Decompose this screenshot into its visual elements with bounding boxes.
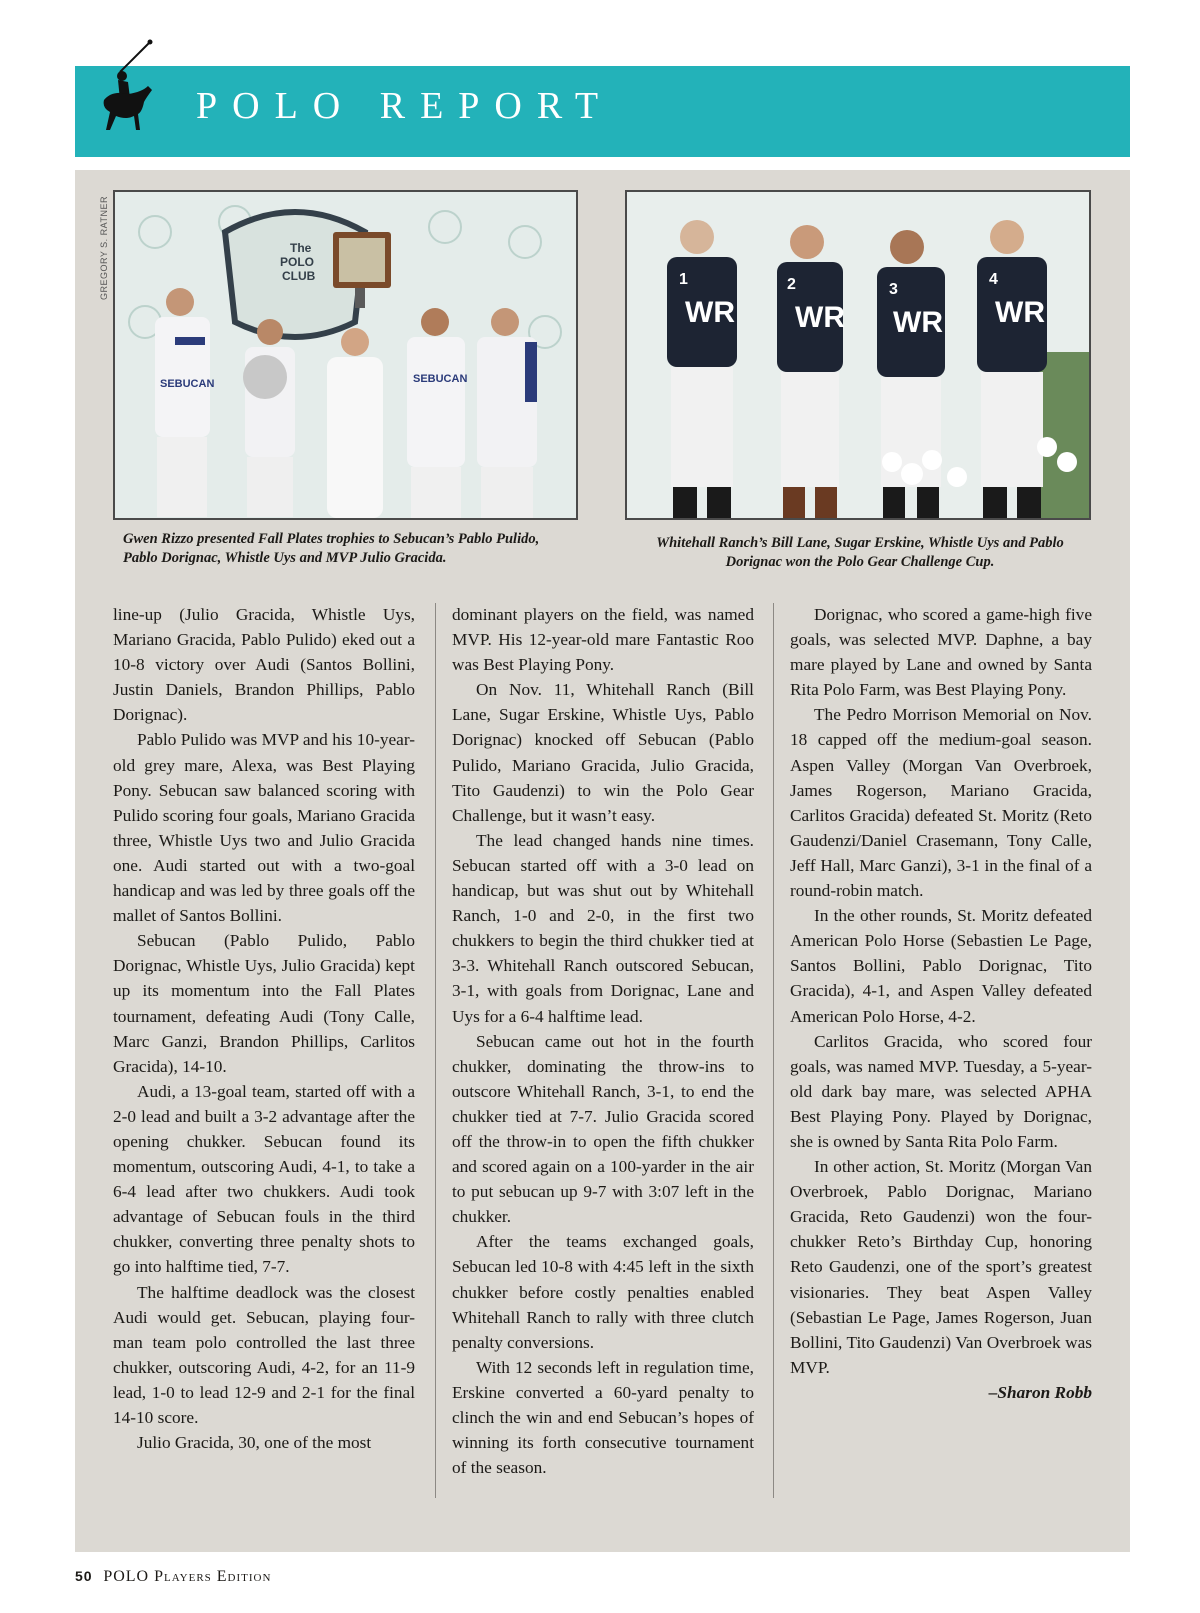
jersey-number: 3: [889, 281, 898, 298]
player-figure: [243, 319, 295, 517]
player-figure: [667, 220, 737, 518]
article-paragraph: In the other rounds, St. Moritz defeated American Polo Horse (Sebastien Le Page, Santos Bollini, Pablo Dorignac, Tito Gracida), 4-1, and Aspen Valley defeated American Polo Horse, 4-2.: [790, 906, 1092, 1026]
article-paragraph: With 12 seconds left in regulation time, Erskine converted a 60-yard penalty to clinch the win and end Sebucan’s hopes of winning its forth consecutive tournament of the season.: [452, 1357, 754, 1478]
jersey-number: 1: [679, 271, 688, 288]
article-paragraph: Carlitos Gracida, who scored four goals, was named MVP. Tuesday, a 5-year-old dark bay mare, was selected APHA Best Playing Pony. Played by Dorignac, she is owned by Santa Rita Polo Farm.: [790, 1031, 1092, 1151]
whitehall-team-photo: [627, 192, 1089, 518]
backdrop-text-3: CLUB: [282, 269, 316, 283]
jersey-text: WR: [893, 306, 943, 339]
article-column-1: [113, 602, 415, 1455]
jersey-text: SEBUCAN: [413, 373, 468, 385]
photo-caption: Whitehall Ranch’s Bill Lane, Sugar Erskine, Whistle Uys and Pablo Dorignac won the Polo Gear Challenge Cup.: [656, 535, 1064, 570]
article-paragraph: In other action, St. Moritz (Morgan Van Overbroek, Pablo Dorignac, Mariano Gracida, Reto Gaudenzi) won the four-chukker Reto’s Birthday Cup, honoring Reto Gaudenzi, one of the sport’s greatest visionaries. They beat Aspen Valley (Sebastian Le Page, James Rogerson, Juan Bollini, Tito Gaudenzi) Van Overbroek was MVP.: [790, 1157, 1092, 1377]
article-paragraph: Dorignac, who scored a game-high five goals, was selected MVP. Daphne, a bay mare played by Lane and owned by Santa Rita Polo Farm, was Best Playing Pony.: [790, 605, 1092, 700]
article-paragraph: Sebucan came out hot in the fourth chukker, dominating the throw-ins to outscore Whitehall Ranch, 3-1, to end the chukker tied at 7-7. Julio Gracida scored off the throw-in to open the fifth chukker and scored again on a 100-yarder in the air to put sebucan up 9-7 with 3:07 left in the chukker.: [452, 1031, 754, 1227]
article-paragraph: Sebucan (Pablo Pulido, Pablo Dorignac, Whistle Uys, Julio Gracida) kept up its momentum into the Fall Plates tournament, defeating Audi (Tony Calle, Marc Ganzi, Brandon Phillips, Carlitos Gracida), 14-10.: [113, 931, 415, 1076]
page-footer: [75, 1568, 271, 1586]
jersey-text: WR: [795, 301, 845, 334]
player-figure: [777, 225, 843, 518]
article-paragraph: The halftime deadlock was the closest Audi would get. Sebucan, playing four-man team polo controlled the last three chukker, outscoring Audi, 4-2, for an 11-9 lead, 1-0 to lead 12-9 and 2-1 for the final 14-10 score.: [113, 1282, 415, 1427]
article-column-2: [452, 602, 754, 1480]
player-figure: [477, 308, 537, 518]
trophy-photo-whitehall: [625, 190, 1091, 520]
column-divider: [435, 603, 436, 1498]
article-paragraph: The Pedro Morrison Memorial on Nov. 18 capped off the medium-goal season. Aspen Valley (Morgan Van Overbroek, James Rogerson, Mariano Gracida, Carlitos Gracida) defeated St. Moritz (Reto Gaudenzi/Daniel Crasemann, Tony Calle, Jeff Hall, Marc Ganzi), 3-1 in the final of a round-robin match.: [790, 705, 1092, 901]
article-paragraph: After the teams exchanged goals, Sebucan led 10-8 with 4:45 left in the sixth chukker before costly penalties enabled Whitehall Ranch to rally with three clutch penalty conversions.: [452, 1232, 754, 1352]
page-number: 50: [75, 1568, 93, 1584]
article-paragraph: dominant players on the field, was named MVP. His 12-year-old mare Fantastic Roo was Best Playing Pony.: [452, 605, 754, 675]
article-paragraph: The lead changed hands nine times. Sebucan started off with a 3-0 lead on handicap, but was shut out by Whitehall Ranch, 1-0 and 2-0, in the first two chukkers to begin the third chukker tied at 3-3. Whitehall Ranch outscored Sebucan, 3-1, with goals from Dorignac, Lane and Uys for a 6-4 halftime lead.: [452, 830, 754, 1026]
photo-credit: GREGORY S. RATNER: [99, 195, 109, 300]
player-figure: [977, 220, 1047, 518]
polo-player-silhouette-icon: [98, 38, 158, 138]
jersey-number: 4: [989, 271, 998, 288]
trophy-photo-sebucan: [113, 190, 578, 520]
jersey-number: 2: [787, 276, 796, 293]
section-title: POLO REPORT: [196, 85, 614, 127]
photo-caption: Gwen Rizzo presented Fall Plates trophies to Sebucan’s Pablo Pulido, Pablo Dorignac, Whistle Uys and MVP Julio Gracida.: [123, 531, 540, 566]
sebucan-team-photo: [115, 192, 576, 518]
article-byline: –Sharon Robb: [988, 1382, 1092, 1402]
backdrop-text-2: POLO: [280, 255, 315, 269]
column-divider: [773, 603, 774, 1498]
article-paragraph: Pablo Pulido was MVP and his 10-year-old grey mare, Alexa, was Best Playing Pony. Sebucan saw balanced scoring with Pulido scoring four goals, Mariano Gracida three, Whistle Uys two and Julio Gracida one. Audi started out with a two-goal handicap and was led by three goals off the mallet of Santos Bollini.: [113, 730, 415, 926]
section-banner: [75, 66, 1130, 157]
article-paragraph: line-up (Julio Gracida, Whistle Uys, Mariano Gracida, Pablo Pulido) eked out a 10-8 victory over Audi (Santos Bollini, Justin Daniels, Brandon Phillips, Pablo Dorignac).: [113, 605, 415, 725]
jersey-text: SEBUCAN: [160, 378, 215, 390]
article-paragraph: On Nov. 11, Whitehall Ranch (Bill Lane, Sugar Erskine, Whistle Uys, Pablo Dorignac) knocked off Sebucan (Pablo Pulido, Mariano Gracida, Julio Gracida, Tito Gaudenzi) to win the Polo Gear Challenge, but it wasn’t easy.: [452, 680, 754, 825]
article-column-3: [790, 602, 1092, 1405]
jersey-text: WR: [995, 296, 1045, 329]
jersey-text: WR: [685, 296, 735, 329]
article-paragraph: Julio Gracida, 30, one of the most: [137, 1433, 372, 1453]
player-figure: [155, 288, 210, 517]
publication-name: POLO Players Edition: [103, 1568, 272, 1585]
article-paragraph: Audi, a 13-goal team, started off with a 2-0 lead and built a 3-2 advantage after the opening chukker. Sebucan found its momentum, outscoring Audi, 4-1, to take a 6-4 lead after two chukkers. Audi took advantage of Sebucan fouls in the third chukker, converting three penalty shots to go into halftime tied, 7-7.: [113, 1081, 415, 1277]
player-figure: [407, 308, 468, 518]
backdrop-text-1: The: [290, 241, 312, 255]
